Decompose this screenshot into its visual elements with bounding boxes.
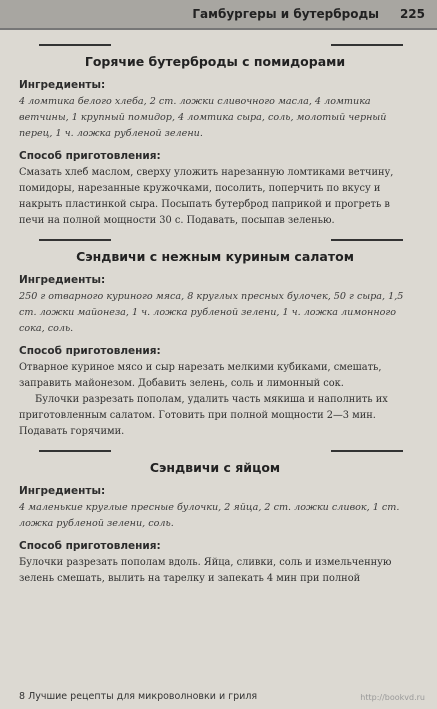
ingredients-text: 250 г отварного куриного мяса, 8 круглых пресных булочек, 50 г сыра, 1,5 ст. ложки майонеза, 1 ч. ложка рубленой зелени, 1 ч. ложка лимонного сока, соль. xyxy=(19,291,404,334)
recipe-section xyxy=(19,450,411,587)
title-rule-left xyxy=(39,239,111,241)
title-rule-left xyxy=(39,450,111,452)
method-paragraph: Булочки разрезать пополам вдоль. Яйца, сливки, соль и измельченную зелень смешать, вылить на тарелку и запекать 4 мин при полной xyxy=(19,557,392,584)
method-heading: Способ приготовления: xyxy=(19,150,161,162)
recipe-title-text: Сэндвичи с нежным куриным салатом xyxy=(76,249,354,264)
method-paragraph: Смазать хлеб маслом, сверху уложить нарезанную ломтиками ветчину, помидоры, нарезанные кружочками, посолить, поперчить по вкусу и накрыть пластинкой сыра. Посыпать бутерброд паприкой и прогреть в печи на полной мощности 30 с. Подавать, посыпав зеленью. xyxy=(19,167,394,226)
recipe-title-text: Горячие бутерброды с помидорами xyxy=(84,54,346,69)
ingredients-text: 4 маленькие круглые пресные булочки, 2 яйца, 2 ст. ложки сливок, 1 ст. ложка рубленой зелени, соль. xyxy=(19,502,400,529)
page-number: 225 xyxy=(399,7,425,21)
recipe-title xyxy=(19,450,411,475)
ingredients-heading: Ингредиенты: xyxy=(19,274,106,286)
ingredients-heading: Ингредиенты: xyxy=(19,79,106,91)
method-heading: Способ приготовления: xyxy=(19,540,161,552)
title-rule-right xyxy=(331,44,403,46)
method-paragraph: Булочки разрезать пополам, удалить часть мякиша и наполнить их приготовленным салатом. Готовить при полной мощности 2—3 мин. Подавать горячими. xyxy=(19,394,388,437)
recipe-title xyxy=(19,239,411,264)
page-header xyxy=(0,0,437,30)
method-paragraph: Отварное куриное мясо и сыр нарезать мелкими кубиками, смешать, заправить майонезом. Добавить зелень, соль и лимонный сок. xyxy=(19,362,382,389)
recipe-title xyxy=(19,44,411,69)
ingredients-heading: Ингредиенты: xyxy=(19,485,106,497)
recipe-section xyxy=(19,239,411,440)
recipe-title-text: Сэндвичи с яйцом xyxy=(149,460,281,475)
watermark: http://bookvd.ru xyxy=(360,693,425,702)
page-content xyxy=(19,38,411,597)
page-footer xyxy=(0,687,437,709)
recipe-section xyxy=(19,44,411,229)
title-rule-right xyxy=(331,239,403,241)
running-title: Гамбургеры и бутерброды xyxy=(192,7,379,21)
method-heading: Способ приготовления: xyxy=(19,345,161,357)
title-rule-left xyxy=(39,44,111,46)
title-rule-right xyxy=(331,450,403,452)
ingredients-text: 4 ломтика белого хлеба, 2 ст. ложки сливочного масла, 4 ломтика ветчины, 1 крупный помидор, 4 ломтика сыра, соль, молотый черный перец, 1 ч. ложка рубленой зелени. xyxy=(19,96,387,139)
footer-text: 8 Лучшие рецепты для микроволновки и гриля xyxy=(19,691,258,702)
